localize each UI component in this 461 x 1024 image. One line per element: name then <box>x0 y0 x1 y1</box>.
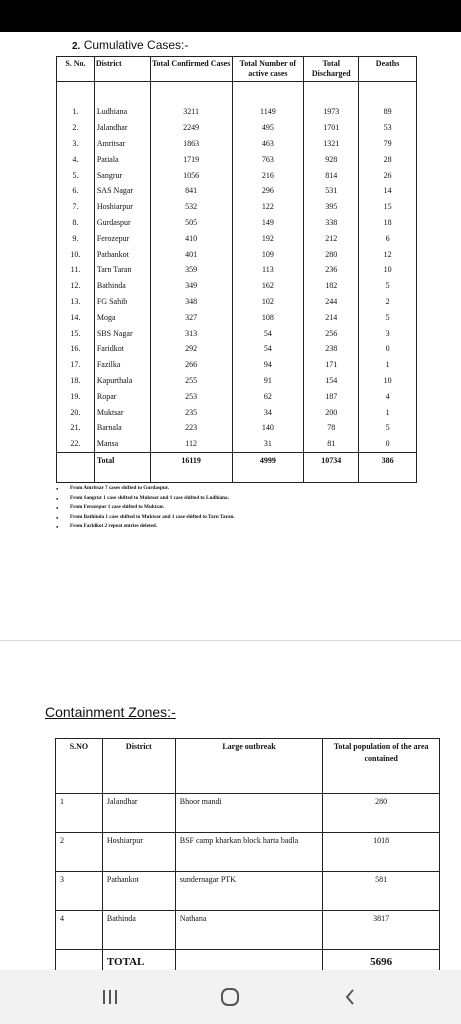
cell-confirmed: 348 <box>150 294 232 310</box>
cell-district: FG Sahib <box>94 294 150 310</box>
header-sno: S.NO <box>56 739 103 794</box>
cell-district: Kapurthala <box>94 373 150 389</box>
cell-population: 3817 <box>323 911 440 950</box>
header-sno: S. No. <box>57 57 95 82</box>
back-icon <box>343 987 357 1007</box>
cell-active: 54 <box>232 341 304 357</box>
table-row <box>57 388 417 404</box>
table-row <box>57 309 417 325</box>
header-deaths: Deaths <box>359 57 417 82</box>
notes-list <box>70 484 235 532</box>
header-outbreak: Large outbreak <box>175 739 323 794</box>
cell-confirmed: 313 <box>150 325 232 341</box>
cell-active: 149 <box>232 215 304 231</box>
cell-sno: 14. <box>57 309 95 325</box>
cell-sno: 4 <box>56 911 103 950</box>
home-icon <box>219 986 241 1008</box>
table-row <box>57 199 417 215</box>
cell-sno: 22. <box>57 436 95 452</box>
table-row <box>57 167 417 183</box>
cell-deaths: 5 <box>359 309 417 325</box>
cell-sno: 3 <box>56 872 103 911</box>
cell-confirmed: 1056 <box>150 167 232 183</box>
cell-active: 113 <box>232 262 304 278</box>
cumulative-cases-table <box>56 56 417 483</box>
cell-confirmed: 1719 <box>150 151 232 167</box>
cell-confirmed: 255 <box>150 373 232 389</box>
cell-sno: 2 <box>56 833 103 872</box>
cell-confirmed: 841 <box>150 183 232 199</box>
cell-outbreak: Bhoor mandi <box>175 794 323 833</box>
table-row <box>57 357 417 373</box>
cell-deaths: 1 <box>359 357 417 373</box>
recent-apps-button[interactable] <box>80 970 140 1024</box>
cell-outbreak: Nathana <box>175 911 323 950</box>
cell-sno: 3. <box>57 136 95 152</box>
cell-district: Moga <box>94 309 150 325</box>
cell-deaths: 18 <box>359 215 417 231</box>
cell-district: SBS Nagar <box>94 325 150 341</box>
table-row <box>57 230 417 246</box>
cell-active: 192 <box>232 230 304 246</box>
table-row <box>57 262 417 278</box>
cell-discharged: 1321 <box>304 136 359 152</box>
section-number: 2. <box>72 41 81 52</box>
table-header-row <box>56 739 440 794</box>
cell-deaths: 2 <box>359 294 417 310</box>
cell-sno: 1. <box>57 104 95 120</box>
cell-district: Jalandhar <box>102 794 175 833</box>
total-population: 5696 <box>323 950 440 982</box>
cell-active: 463 <box>232 136 304 152</box>
page-divider <box>0 640 461 641</box>
total-active: 4999 <box>232 452 304 482</box>
table-row <box>56 833 440 872</box>
cell-deaths: 5 <box>359 420 417 436</box>
table-row <box>56 911 440 950</box>
table-header-row <box>57 57 417 82</box>
header-discharged: Total Discharged <box>304 57 359 82</box>
cell-deaths: 53 <box>359 120 417 136</box>
android-nav-bar <box>0 970 461 1024</box>
cell-sno: 15. <box>57 325 95 341</box>
cell-confirmed: 223 <box>150 420 232 436</box>
header-district: District <box>102 739 175 794</box>
total-row <box>57 452 417 482</box>
cell-active: 140 <box>232 420 304 436</box>
cell-deaths: 0 <box>359 341 417 357</box>
cell-district: Hoshiarpur <box>94 199 150 215</box>
cell-sno: 19. <box>57 388 95 404</box>
total-deaths: 386 <box>359 452 417 482</box>
cell-discharged: 238 <box>304 341 359 357</box>
cell-district: Patiala <box>94 151 150 167</box>
cell-sno: 1 <box>56 794 103 833</box>
total-discharged: 10734 <box>304 452 359 482</box>
table-row <box>57 436 417 452</box>
cell-deaths: 3 <box>359 325 417 341</box>
cell-discharged: 81 <box>304 436 359 452</box>
header-active: Total Number of active cases <box>232 57 304 82</box>
cell-discharged: 236 <box>304 262 359 278</box>
cell-sno: 11. <box>57 262 95 278</box>
cell-confirmed: 2249 <box>150 120 232 136</box>
header-confirmed: Total Confirmed Cases <box>150 57 232 82</box>
total-label: TOTAL <box>102 950 175 982</box>
cell-sno: 5. <box>57 167 95 183</box>
table-row <box>57 151 417 167</box>
cell-sno: 16. <box>57 341 95 357</box>
table-row <box>56 872 440 911</box>
cell-district: Ludhiana <box>94 104 150 120</box>
table-row <box>56 794 440 833</box>
cell-discharged: 814 <box>304 167 359 183</box>
table-row <box>57 373 417 389</box>
note-item: ● From Ferozepur 1 case shifted to Muktsar. <box>70 503 235 513</box>
cell-sno: 7. <box>57 199 95 215</box>
containment-zones-table <box>55 738 440 982</box>
cell-sno: 18. <box>57 373 95 389</box>
cell-active: 34 <box>232 404 304 420</box>
note-item: ● From Faridkot 2 repeat entries deleted. <box>70 522 235 532</box>
cell-deaths: 89 <box>359 104 417 120</box>
cell-confirmed: 327 <box>150 309 232 325</box>
cell-active: 31 <box>232 436 304 452</box>
cell-active: 763 <box>232 151 304 167</box>
cell-deaths: 10 <box>359 373 417 389</box>
cell-confirmed: 532 <box>150 199 232 215</box>
cell-confirmed: 253 <box>150 388 232 404</box>
cell-sno: 13. <box>57 294 95 310</box>
cell-deaths: 0 <box>359 436 417 452</box>
cell-discharged: 338 <box>304 215 359 231</box>
cell-active: 122 <box>232 199 304 215</box>
header-population: Total population of the area contained <box>323 739 440 794</box>
note-item: ● From Bathinda 1 case shifted to Muktsar and 1 case shifted to Tarn Taran. <box>70 513 235 523</box>
cell-discharged: 280 <box>304 246 359 262</box>
cell-discharged: 154 <box>304 373 359 389</box>
cell-district: Amritsar <box>94 136 150 152</box>
cell-deaths: 4 <box>359 388 417 404</box>
table-row <box>57 183 417 199</box>
cell-active: 102 <box>232 294 304 310</box>
cell-deaths: 14 <box>359 183 417 199</box>
cell-deaths: 79 <box>359 136 417 152</box>
cell-sno: 4. <box>57 151 95 167</box>
cell-active: 1149 <box>232 104 304 120</box>
section-title: Cumulative Cases:- <box>83 38 189 52</box>
cell-district: Barnala <box>94 420 150 436</box>
total-confirmed: 16119 <box>150 452 232 482</box>
cell-district: Pathankot <box>102 872 175 911</box>
cell-population: 280 <box>323 794 440 833</box>
cell-discharged: 171 <box>304 357 359 373</box>
cell-discharged: 187 <box>304 388 359 404</box>
cell-district: Ropar <box>94 388 150 404</box>
header-district: District <box>94 57 150 82</box>
note-item: ● From Sangrur 1 case shifted to Muktsar and 1 case shifted to Ludhiana. <box>70 494 235 504</box>
table-row <box>57 120 417 136</box>
cell-deaths: 5 <box>359 278 417 294</box>
cell-confirmed: 359 <box>150 262 232 278</box>
recent-apps-icon <box>100 988 120 1006</box>
cell-discharged: 78 <box>304 420 359 436</box>
cell-active: 94 <box>232 357 304 373</box>
cell-confirmed: 1863 <box>150 136 232 152</box>
home-button[interactable] <box>200 970 260 1024</box>
cell-outbreak: BSF camp kharkan block harta badla <box>175 833 323 872</box>
cell-deaths: 12 <box>359 246 417 262</box>
cell-sno: 12. <box>57 278 95 294</box>
table-row <box>57 325 417 341</box>
table-row <box>57 294 417 310</box>
cell-discharged: 928 <box>304 151 359 167</box>
cell-discharged: 200 <box>304 404 359 420</box>
cell-blank <box>57 452 95 482</box>
containment-title: Containment Zones:- <box>45 704 176 720</box>
cell-discharged: 244 <box>304 294 359 310</box>
cell-active: 296 <box>232 183 304 199</box>
cell-district: Faridkot <box>94 341 150 357</box>
cell-sno: 8. <box>57 215 95 231</box>
note-item: ● From Amritsar 7 cases shifted to Gurdaspur. <box>70 484 235 494</box>
cell-district: Ferozepur <box>94 230 150 246</box>
cell-deaths: 6 <box>359 230 417 246</box>
cell-district: Bathinda <box>94 278 150 294</box>
back-button[interactable] <box>320 970 380 1024</box>
status-bar <box>0 0 461 32</box>
table-row <box>57 404 417 420</box>
table-row <box>57 341 417 357</box>
cell-active: 162 <box>232 278 304 294</box>
cell-confirmed: 266 <box>150 357 232 373</box>
cell-district: Pathankot <box>94 246 150 262</box>
cell-active: 109 <box>232 246 304 262</box>
cell-deaths: 15 <box>359 199 417 215</box>
cell-discharged: 214 <box>304 309 359 325</box>
cell-district: Fazilka <box>94 357 150 373</box>
cell-sno: 9. <box>57 230 95 246</box>
cell-confirmed: 112 <box>150 436 232 452</box>
cell-outbreak: sundernagar PTK <box>175 872 323 911</box>
cell-active: 54 <box>232 325 304 341</box>
table-row <box>57 215 417 231</box>
document-page <box>0 32 461 970</box>
cell-sno: 6. <box>57 183 95 199</box>
cell-deaths: 1 <box>359 404 417 420</box>
cell-active: 495 <box>232 120 304 136</box>
cell-district: Muktsar <box>94 404 150 420</box>
cell-sno: 20. <box>57 404 95 420</box>
cell-district: Sangrur <box>94 167 150 183</box>
cell-discharged: 1701 <box>304 120 359 136</box>
cell-population: 1018 <box>323 833 440 872</box>
cell-district: Jalandhar <box>94 120 150 136</box>
cell-confirmed: 349 <box>150 278 232 294</box>
cell-sno: 21. <box>57 420 95 436</box>
cell-active: 91 <box>232 373 304 389</box>
cell-district: SAS Nagar <box>94 183 150 199</box>
cell-sno: 2. <box>57 120 95 136</box>
cell-confirmed: 401 <box>150 246 232 262</box>
table-row <box>57 104 417 120</box>
cell-deaths: 26 <box>359 167 417 183</box>
table-row <box>57 278 417 294</box>
cell-district: Gurdaspur <box>94 215 150 231</box>
cell-active: 216 <box>232 167 304 183</box>
cell-confirmed: 235 <box>150 404 232 420</box>
table-row <box>57 420 417 436</box>
cell-district: Mansa <box>94 436 150 452</box>
cell-district: Hoshiarpur <box>102 833 175 872</box>
cell-discharged: 182 <box>304 278 359 294</box>
cell-confirmed: 292 <box>150 341 232 357</box>
cell-district: Bathinda <box>102 911 175 950</box>
cell-discharged: 212 <box>304 230 359 246</box>
cell-deaths: 10 <box>359 262 417 278</box>
cell-discharged: 1973 <box>304 104 359 120</box>
cell-district: Tarn Taran <box>94 262 150 278</box>
cell-active: 108 <box>232 309 304 325</box>
cell-discharged: 256 <box>304 325 359 341</box>
table-row <box>57 136 417 152</box>
cell-population: 581 <box>323 872 440 911</box>
cell-discharged: 395 <box>304 199 359 215</box>
cell-deaths: 28 <box>359 151 417 167</box>
cell-discharged: 531 <box>304 183 359 199</box>
cell-confirmed: 410 <box>150 230 232 246</box>
cell-confirmed: 505 <box>150 215 232 231</box>
cell-sno: 17. <box>57 357 95 373</box>
table-row <box>57 246 417 262</box>
section-heading <box>72 38 188 52</box>
table-spacer-row <box>57 82 417 105</box>
cell-active: 62 <box>232 388 304 404</box>
cell-sno: 10. <box>57 246 95 262</box>
total-label: Total <box>94 452 150 482</box>
cell-confirmed: 3211 <box>150 104 232 120</box>
